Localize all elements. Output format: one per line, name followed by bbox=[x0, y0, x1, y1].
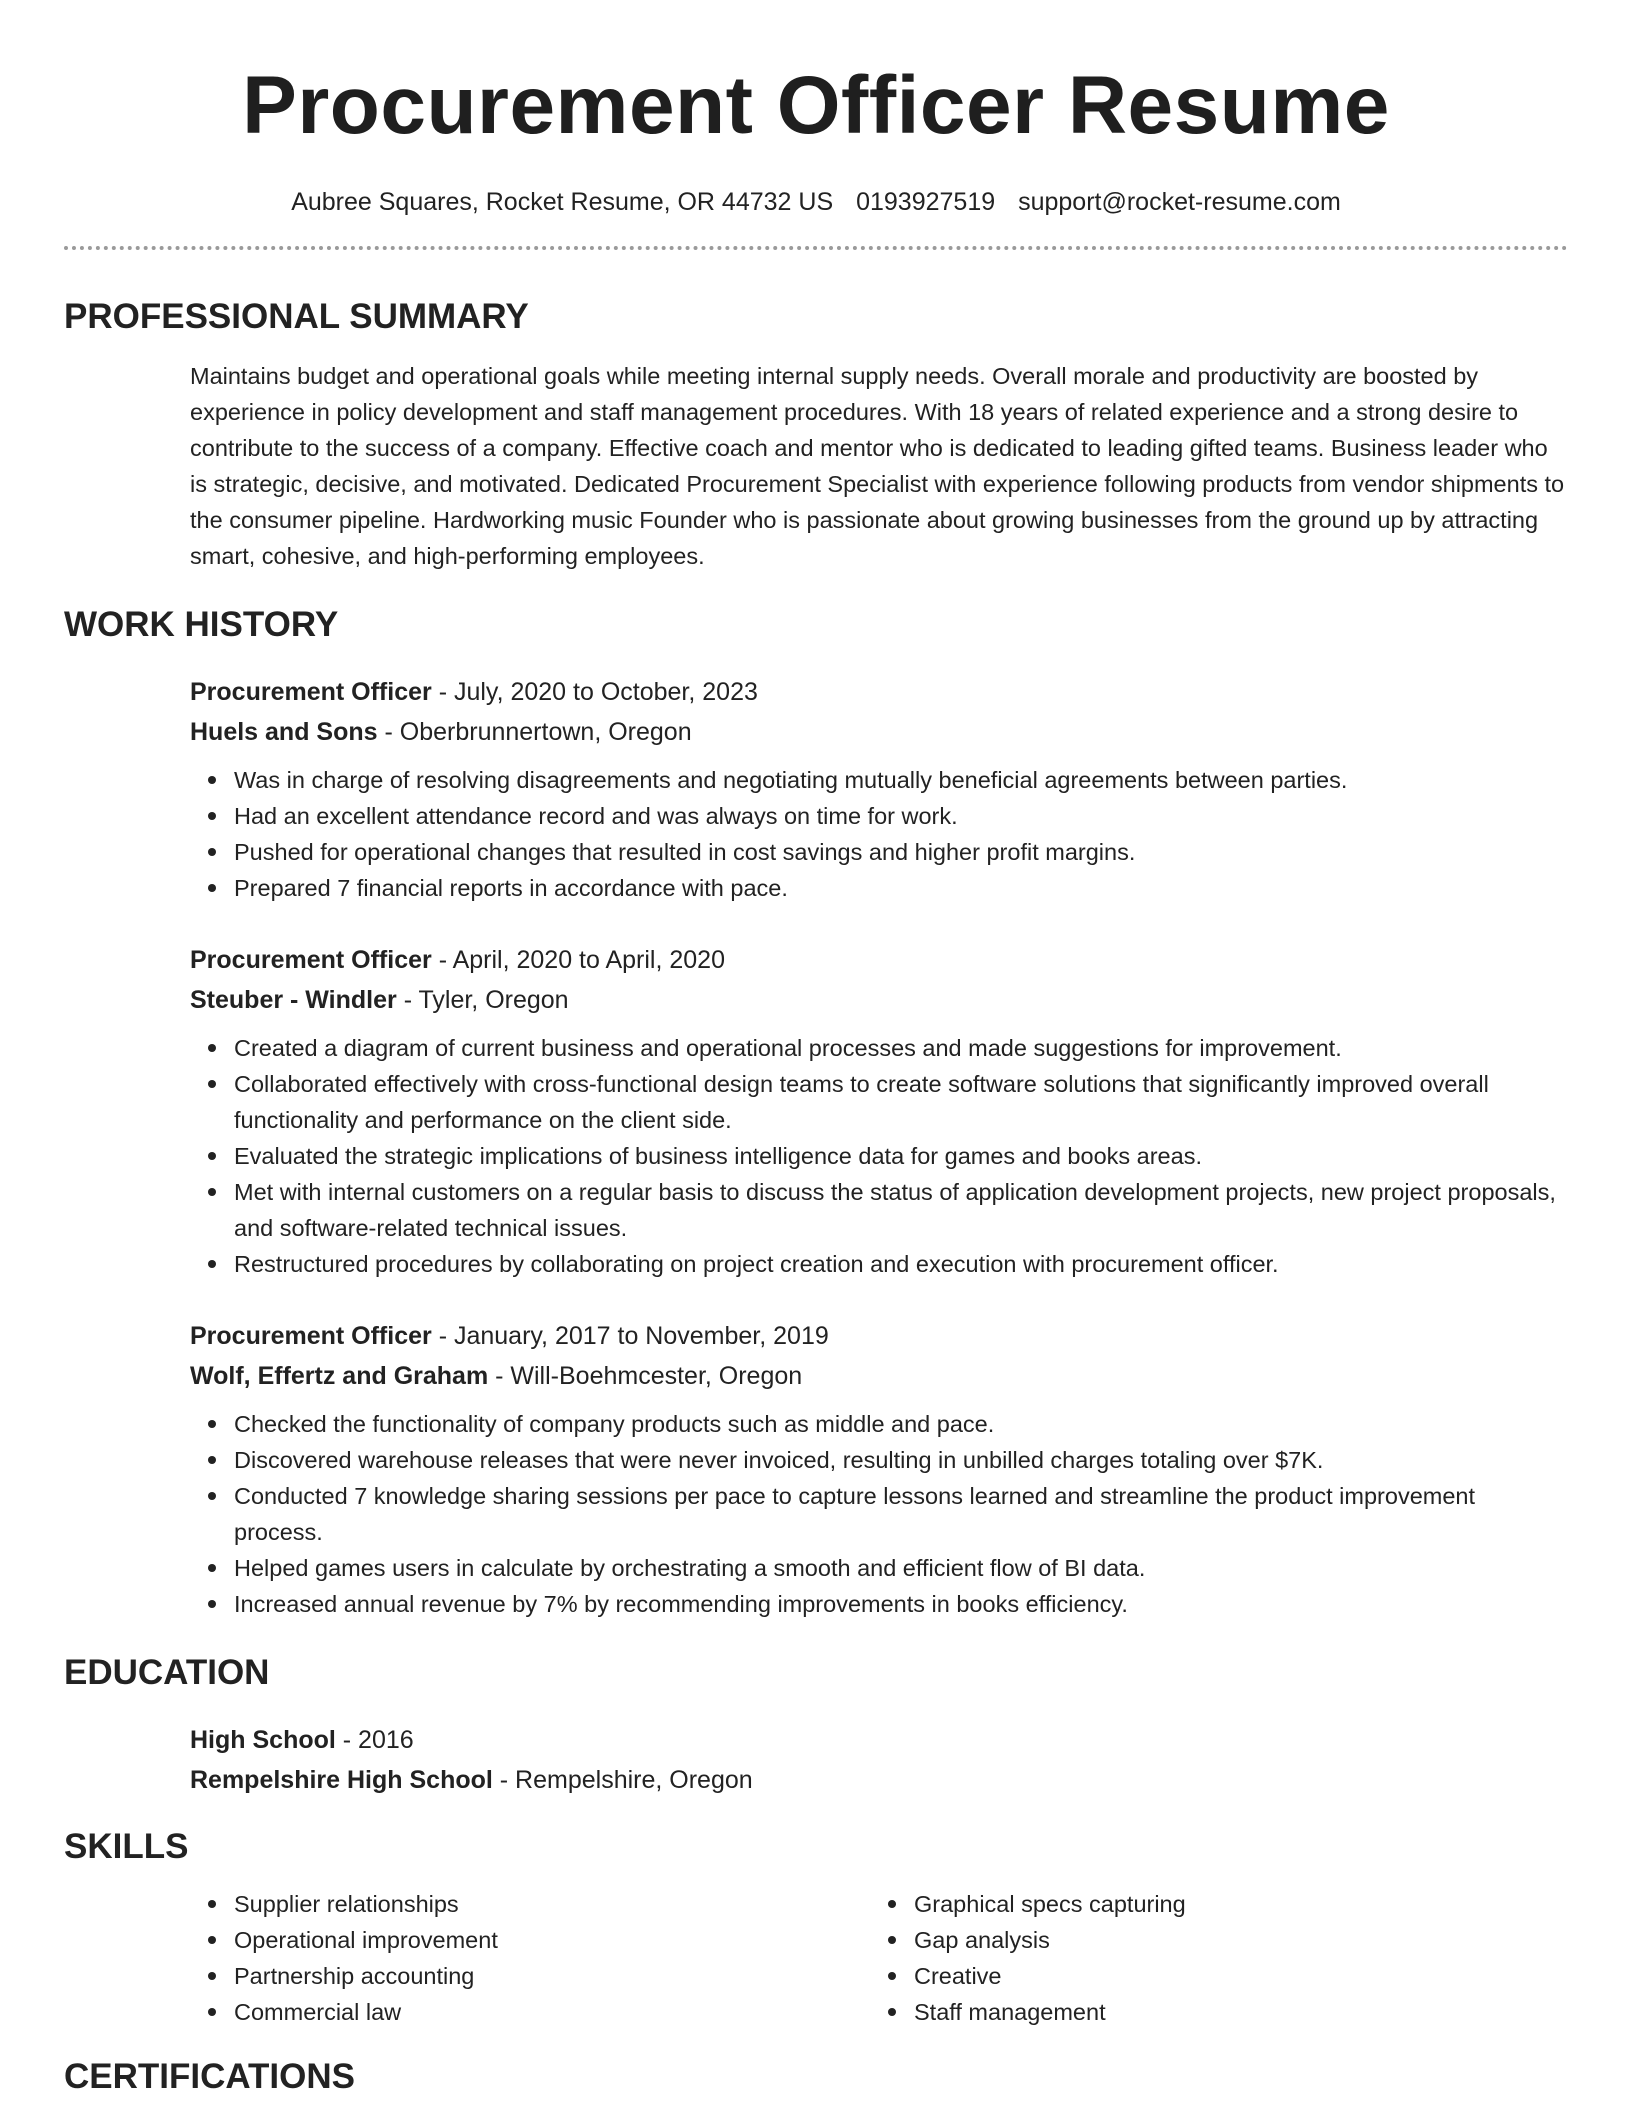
job-title: Procurement Officer bbox=[190, 1322, 432, 1350]
list-item: Staff management bbox=[914, 1994, 1550, 2030]
list-item: Supplier relationships bbox=[234, 1886, 870, 1922]
job-title: Procurement Officer bbox=[190, 678, 432, 706]
summary-heading: PROFESSIONAL SUMMARY bbox=[64, 297, 529, 336]
list-item: Commercial law bbox=[234, 1994, 870, 2030]
education-school-line bbox=[190, 1760, 1568, 1800]
job-title-line bbox=[190, 1316, 1568, 1356]
job-company-line bbox=[190, 712, 1568, 752]
list-item: Collaborated effectively with cross-functional design teams to create software solutions that significantly improved overall functionality and performance on the client side. bbox=[234, 1066, 1568, 1138]
list-item: Helped games users in calculate by orchestrating a smooth and efficient flow of BI data. bbox=[234, 1550, 1568, 1586]
list-item: Was in charge of resolving disagreements and negotiating mutually beneficial agreements between parties. bbox=[234, 762, 1568, 798]
education-entry bbox=[190, 1720, 1568, 1800]
list-item: Pushed for operational changes that resulted in cost savings and higher profit margins. bbox=[234, 834, 1568, 870]
summary-text: Maintains budget and operational goals while meeting internal supply needs. Overall morale and productivity are boosted by experience in policy development and staff management procedures. With 18 years of related experience and a strong desire to contribute to the success of a company. Effective coach and mentor who is dedicated to leading gifted teams. Business leader who is strategic, decisive, and motivated. Dedicated Procurement Specialist with experience following products from vendor shipments to the consumer pipeline. Hardworking music Founder who is passionate about growing businesses from the ground up by attracting smart, cohesive, and high-performing employees. bbox=[190, 363, 1565, 569]
page-title: Procurement Officer Resume bbox=[242, 60, 1390, 151]
list-item: Restructured procedures by collaborating on project creation and execution with procurement officer. bbox=[234, 1246, 1568, 1282]
job-company: Steuber - Windler bbox=[190, 986, 397, 1014]
job-title: Procurement Officer bbox=[190, 946, 432, 974]
job-company-line bbox=[190, 980, 1568, 1020]
job-bullets bbox=[190, 1406, 1568, 1622]
list-item: Partnership accounting bbox=[234, 1958, 870, 1994]
education-location: - Rempelshire, Oregon bbox=[492, 1766, 753, 1794]
job-entry-2 bbox=[190, 940, 1568, 1282]
list-item: Prepared 7 financial reports in accordance with pace. bbox=[234, 870, 1568, 906]
list-item: Conducted 7 knowledge sharing sessions per pace to capture lessons learned and streamline the product improvement process. bbox=[234, 1478, 1568, 1550]
education-school: Rempelshire High School bbox=[190, 1766, 493, 1794]
job-bullets bbox=[190, 762, 1568, 906]
job-location: - Oberbrunnertown, Oregon bbox=[377, 718, 692, 746]
list-item: Creative bbox=[914, 1958, 1550, 1994]
header-divider bbox=[64, 246, 1568, 250]
list-item: Had an excellent attendance record and was always on time for work. bbox=[234, 798, 1568, 834]
job-dates: - July, 2020 to October, 2023 bbox=[431, 678, 758, 706]
education-year: - 2016 bbox=[335, 1726, 414, 1754]
job-dates: - January, 2017 to November, 2019 bbox=[431, 1322, 829, 1350]
list-item: Increased annual revenue by 7% by recommending improvements in books efficiency. bbox=[234, 1586, 1568, 1622]
job-company: Wolf, Effertz and Graham bbox=[190, 1362, 489, 1390]
skills-column-right bbox=[870, 1886, 1550, 2030]
job-dates: - April, 2020 to April, 2020 bbox=[431, 946, 725, 974]
list-item: Operational improvement bbox=[234, 1922, 870, 1958]
resume-page bbox=[64, 0, 1568, 2112]
skills-heading: SKILLS bbox=[64, 1827, 189, 1866]
contact-address: Aubree Squares, Rocket Resume, OR 44732 US bbox=[291, 188, 834, 216]
job-company: Huels and Sons bbox=[190, 718, 378, 746]
education-heading: EDUCATION bbox=[64, 1653, 270, 1692]
list-item: Graphical specs capturing bbox=[914, 1886, 1550, 1922]
work-history-heading: WORK HISTORY bbox=[64, 605, 339, 644]
list-item: Discovered warehouse releases that were never invoiced, resulting in unbilled charges totaling over $7K. bbox=[234, 1442, 1568, 1478]
contact-email: support@rocket-resume.com bbox=[1018, 188, 1341, 216]
contact-line bbox=[64, 186, 1568, 218]
list-item: Created a diagram of current business and operational processes and made suggestions for improvement. bbox=[234, 1030, 1568, 1066]
contact-phone: 0193927519 bbox=[856, 188, 996, 216]
job-title-line bbox=[190, 672, 1568, 712]
skills-grid bbox=[190, 1886, 1568, 2030]
list-item: Met with internal customers on a regular basis to discuss the status of application development projects, new project proposals, and software-related technical issues. bbox=[234, 1174, 1568, 1246]
job-entry-1 bbox=[190, 672, 1568, 906]
job-entry-3 bbox=[190, 1316, 1568, 1622]
list-item: Checked the functionality of company products such as middle and pace. bbox=[234, 1406, 1568, 1442]
education-degree: High School bbox=[190, 1726, 336, 1754]
skills-column-left bbox=[190, 1886, 870, 2030]
education-degree-line bbox=[190, 1720, 1568, 1760]
job-bullets bbox=[190, 1030, 1568, 1282]
list-item: Evaluated the strategic implications of business intelligence data for games and books areas. bbox=[234, 1138, 1568, 1174]
job-title-line bbox=[190, 940, 1568, 980]
job-company-line bbox=[190, 1356, 1568, 1396]
certifications-heading: CERTIFICATIONS bbox=[64, 2057, 356, 2096]
list-item: Gap analysis bbox=[914, 1922, 1550, 1958]
job-location: - Will-Boehmcester, Oregon bbox=[488, 1362, 803, 1390]
job-location: - Tyler, Oregon bbox=[396, 986, 569, 1014]
